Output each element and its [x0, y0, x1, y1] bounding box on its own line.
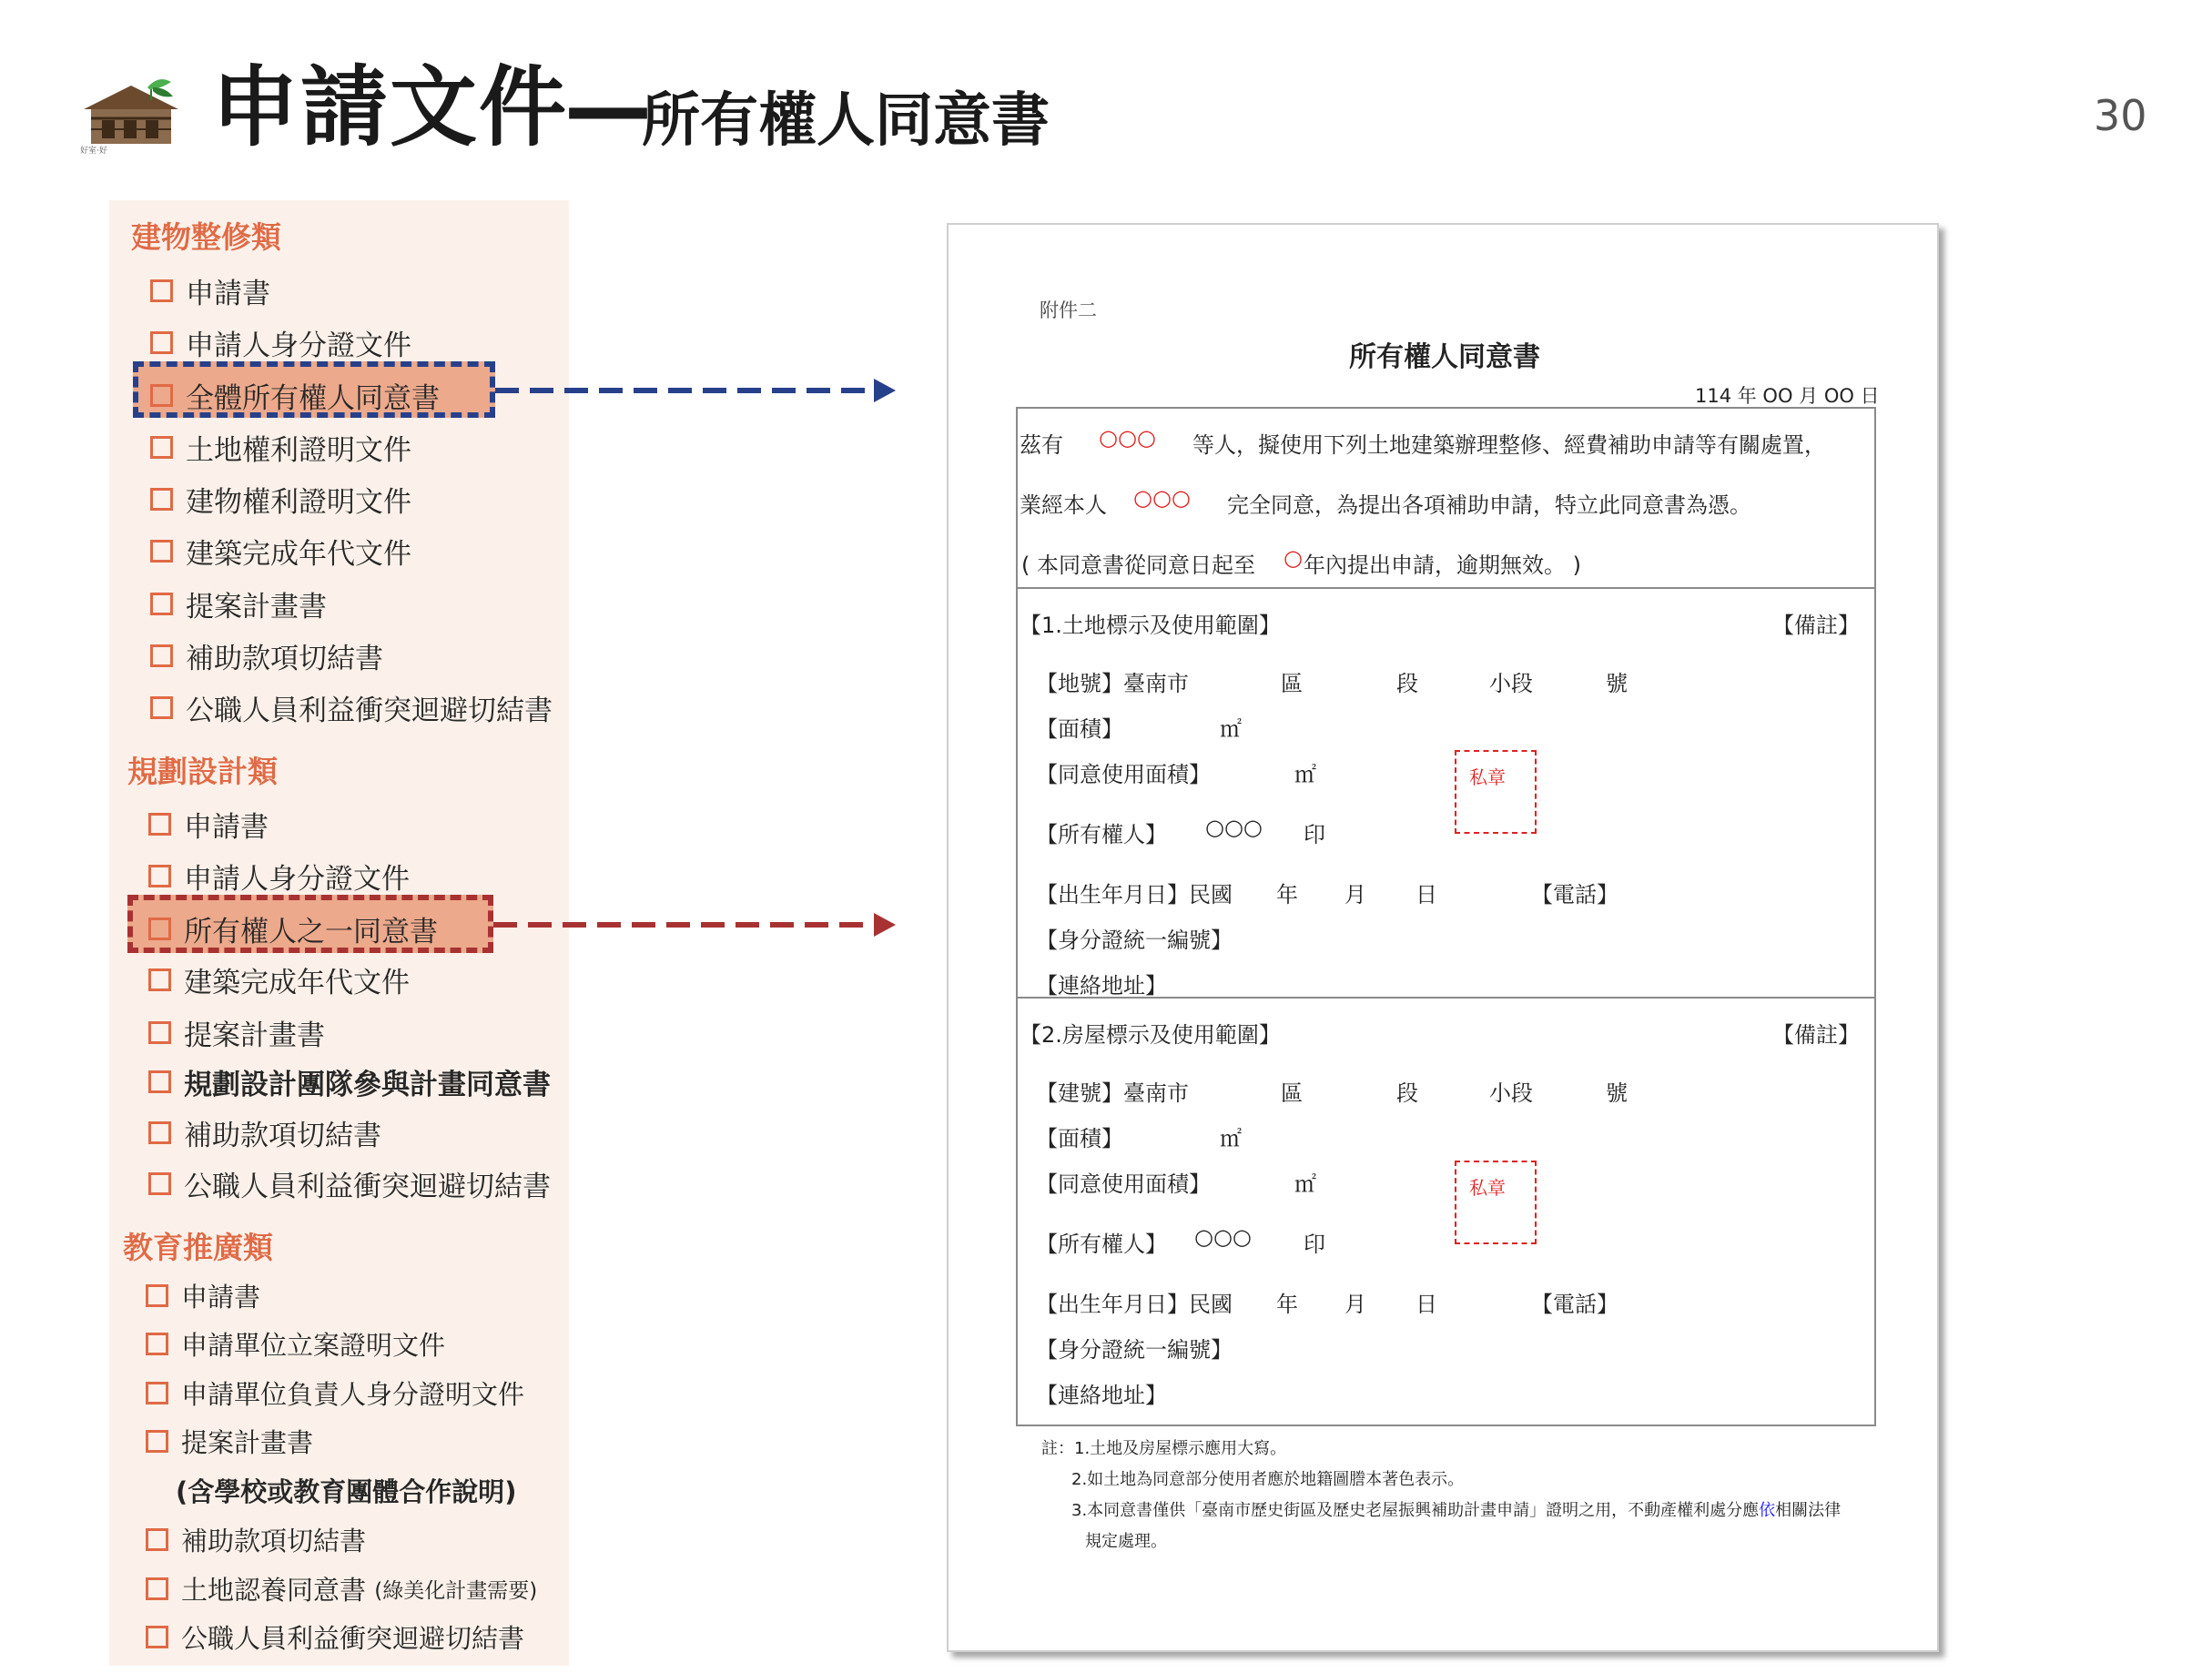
lot-line: 【地號】臺南市: [1036, 671, 1189, 696]
subsegment-label: 小段: [1489, 671, 1533, 696]
intro-1a: 茲有: [1020, 432, 1063, 458]
intro-2b: 完全同意，為提出各項補助申請，特立此同意書為憑。: [1227, 492, 1751, 518]
month-label: 月: [1344, 1292, 1366, 1317]
seal-box: [1455, 750, 1537, 834]
checklist-item: 申請書: [150, 270, 270, 311]
logo-house-icon: [76, 73, 186, 155]
checklist-item: 申請書: [146, 1277, 260, 1314]
checkbox-icon[interactable]: [146, 1430, 168, 1453]
seal-label: 私章: [1469, 766, 1506, 788]
number-label: 號: [1606, 671, 1628, 696]
checklist-item-all-owners-consent: 全體所有權人同意書: [150, 375, 440, 416]
birth-label: 【出生年月日】民國: [1036, 882, 1233, 907]
checklist-item: 提案計畫書: [146, 1423, 313, 1460]
unit-label: ㎡: [1294, 1171, 1316, 1197]
intro-1b: 等人，擬使用下列土地建築辦理整修、經費補助申請等有關處置，: [1192, 432, 1826, 458]
checkbox-icon[interactable]: [148, 813, 171, 836]
month-label: 月: [1344, 882, 1366, 907]
checklist-item: 規劃設計團隊參與計畫同意書: [148, 1061, 551, 1102]
checkbox-icon[interactable]: [150, 436, 173, 459]
checkbox-icon[interactable]: [148, 1021, 171, 1044]
checklist-item: 申請人身分證文件: [148, 856, 410, 897]
checklist-item: 公職人員利益衝突迴避切結書: [150, 687, 553, 728]
checkbox-icon[interactable]: [146, 1528, 168, 1551]
area-label: 【面積】: [1036, 1126, 1123, 1151]
checkbox-icon[interactable]: [150, 331, 173, 354]
checkbox-icon[interactable]: [150, 279, 173, 302]
checkbox-icon[interactable]: [148, 968, 171, 991]
checkbox-icon[interactable]: [150, 696, 173, 719]
segment-label: 段: [1396, 671, 1418, 696]
doc-title: 所有權人同意書: [1349, 341, 1540, 373]
unit-label: ㎡: [1294, 762, 1316, 787]
phone-label: 【電話】: [1531, 1292, 1618, 1317]
subsegment-label: 小段: [1489, 1080, 1533, 1106]
category-building: 建物整修類: [131, 219, 281, 255]
owner-label: 【所有權人】: [1036, 1232, 1167, 1257]
seal-label: 私章: [1469, 1177, 1506, 1199]
lot-line: 【建號】臺南市: [1036, 1080, 1189, 1106]
intro-2a: 業經本人: [1020, 492, 1107, 518]
stamp-label: 印: [1304, 1232, 1325, 1257]
checkbox-icon[interactable]: [150, 488, 173, 511]
checklist-item: 建築完成年代文件: [150, 531, 411, 572]
checkbox-icon[interactable]: [148, 1070, 171, 1093]
stamp-label: 印: [1304, 822, 1325, 847]
section1-heading: 【1.土地標示及使用範圍】: [1020, 613, 1281, 638]
checklist-item: 公職人員利益衝突迴避切結書: [146, 1618, 524, 1656]
arrow-right-icon: [493, 922, 896, 928]
checklist-item: 公職人員利益衝突迴避切結書: [148, 1163, 551, 1204]
checkbox-icon[interactable]: [150, 644, 173, 667]
intro-3a: ( 本同意書從同意日起至: [1021, 553, 1255, 578]
doc-annex: 附件二: [1040, 299, 1097, 321]
checkbox-icon[interactable]: [146, 1626, 168, 1648]
unit-label: ㎡: [1220, 1126, 1242, 1151]
page-subtitle: 所有權人同意書: [642, 87, 1050, 155]
owner-value: ○○○: [1205, 815, 1263, 840]
phone-label: 【電話】: [1531, 882, 1618, 907]
checkbox-icon[interactable]: [150, 593, 173, 615]
owner-placeholder: ○○○: [1099, 425, 1156, 451]
checklist-item: 土地認養同意書 (綠美化計畫需要): [146, 1570, 537, 1607]
intro-3-circle: ○: [1284, 545, 1303, 571]
owner-label: 【所有權人】: [1036, 822, 1167, 847]
agreed-area-label: 【同意使用面積】: [1036, 762, 1211, 787]
checkbox-icon[interactable]: [146, 1284, 168, 1307]
category-education: 教育推廣類: [123, 1230, 273, 1265]
footnote-2: 2.如土地為同意部分使用者應於地籍圖謄本著色表示。: [1071, 1470, 1465, 1489]
checkbox-icon[interactable]: [148, 1121, 171, 1144]
checkbox-icon[interactable]: [146, 1577, 168, 1600]
footnote-3-cont: 規定處理。: [1085, 1532, 1167, 1551]
area-label: 【面積】: [1036, 716, 1123, 742]
checkbox-icon[interactable]: [148, 1172, 171, 1195]
year-label: 年: [1276, 1292, 1298, 1317]
page-title: 申請文件: [211, 56, 568, 158]
checklist-item: 申請書: [148, 804, 269, 845]
footnote-1: 註：1.土地及房屋標示應用大寫。: [1041, 1439, 1287, 1458]
arrow-right-icon: [495, 388, 896, 393]
section2-heading: 【2.房屋標示及使用範圍】: [1020, 1022, 1281, 1048]
checklist-item: 建築完成年代文件: [148, 959, 410, 1000]
logo-caption: 好室·好: [80, 147, 107, 155]
checkbox-icon[interactable]: [146, 1333, 168, 1355]
address-label: 【連絡地址】: [1036, 1383, 1167, 1408]
agreed-area-label: 【同意使用面積】: [1036, 1171, 1211, 1197]
checkbox-icon[interactable]: [146, 1382, 168, 1404]
segment-label: 段: [1396, 1080, 1418, 1106]
checklist-item-one-owner-consent: 所有權人之一同意書: [148, 908, 438, 949]
year-label: 年: [1276, 882, 1298, 907]
land-note: (綠美化計畫需要): [374, 1579, 538, 1603]
owner-value: ○○○: [1194, 1224, 1252, 1250]
consent-form-document: [947, 223, 1939, 1652]
footnote-3: 3.本同意書僅供「臺南市歷史街區及歷史老屋振興補助計畫申請」證明之用，不動產權利處分應依相關法律: [1071, 1501, 1842, 1520]
checklist-item: 補助款項切結書: [148, 1112, 381, 1153]
remarks-label: 【備註】: [1772, 613, 1860, 638]
proposal-note: (含學校或教育團體合作說明): [176, 1476, 517, 1507]
checklist-item: 建物權利證明文件: [150, 479, 411, 520]
district-label: 區: [1281, 671, 1303, 696]
number-label: 號: [1606, 1080, 1628, 1106]
checkbox-icon[interactable]: [150, 540, 173, 563]
doc-divider: [1016, 587, 1876, 589]
checklist-item: 補助款項切結書: [150, 635, 383, 676]
doc-date: 114 年 OO 月 OO 日: [1695, 385, 1880, 407]
checkbox-icon[interactable]: [148, 865, 171, 887]
intro-3b: 年內提出申請，逾期無效。 ): [1304, 553, 1581, 578]
unit-label: ㎡: [1220, 716, 1242, 742]
checklist-item: 提案計畫書: [148, 1012, 325, 1053]
checklist-item: 土地權利證明文件: [150, 427, 411, 468]
id-label: 【身分證統一編號】: [1036, 1337, 1233, 1363]
day-label: 日: [1415, 1292, 1437, 1317]
checkbox-icon[interactable]: [148, 918, 171, 940]
address-label: 【連絡地址】: [1036, 973, 1167, 999]
checklist-item: 補助款項切結書: [146, 1521, 366, 1558]
id-label: 【身分證統一編號】: [1036, 928, 1233, 953]
checklist-item: 申請人身分證文件: [150, 322, 411, 363]
checklist-item: 申請單位立案證明文件: [146, 1325, 445, 1363]
category-planning: 規劃設計類: [127, 754, 278, 789]
remarks-label: 【備註】: [1772, 1022, 1860, 1048]
checkbox-icon[interactable]: [150, 384, 173, 407]
checklist-item: 提案計畫書: [150, 583, 327, 624]
title-dash: —: [564, 56, 652, 158]
page-number: 30: [2094, 91, 2147, 140]
district-label: 區: [1281, 1080, 1303, 1106]
day-label: 日: [1415, 882, 1437, 907]
seal-box: [1455, 1161, 1537, 1244]
checklist-item: 申請單位負責人身分證明文件: [146, 1374, 524, 1412]
birth-label: 【出生年月日】民國: [1036, 1292, 1233, 1317]
owner-placeholder: ○○○: [1133, 485, 1191, 511]
